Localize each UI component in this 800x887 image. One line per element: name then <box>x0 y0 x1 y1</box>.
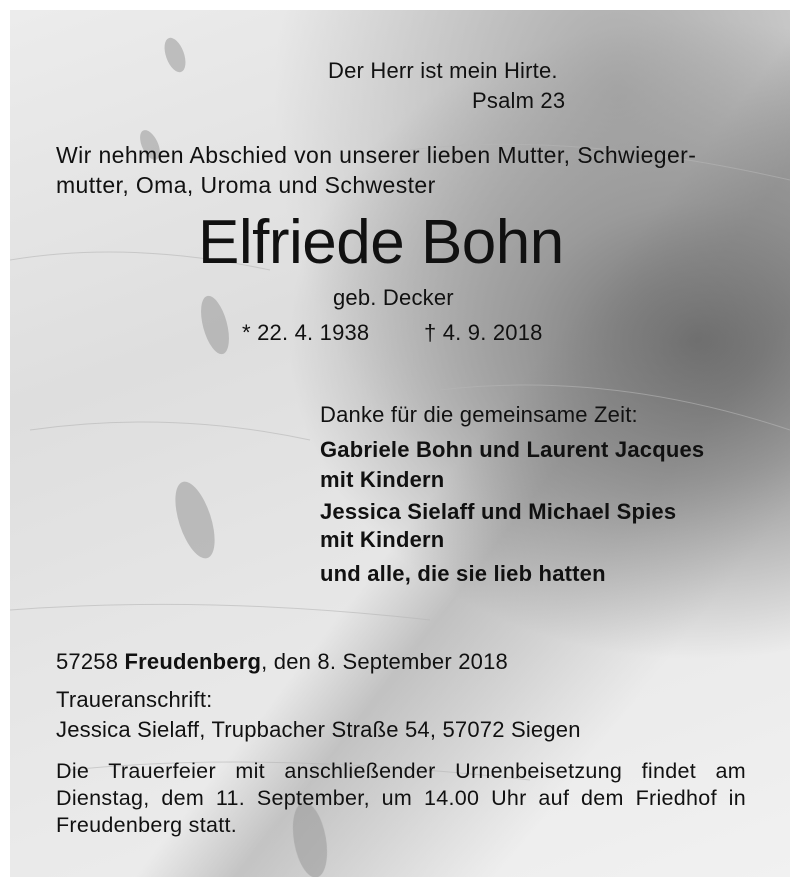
mourner-line: mit Kindern <box>320 527 445 552</box>
deceased-name: Elfriede Bohn <box>198 208 564 277</box>
place-date-line <box>56 647 508 677</box>
death-date: † 4. 9. 2018 <box>424 320 543 345</box>
address-label: Traueranschrift: <box>56 687 213 712</box>
ceremony-notice: Die Trauerfeier mit anschließender Urnenbeisetzung findet am Dienstag, dem 11. September, um 14.00 Uhr auf dem Friedhof in Freudenberg statt. <box>56 759 746 837</box>
mourner-line: Jessica Sielaff und Michael Spies <box>320 499 677 524</box>
date-text: , den 8. September 2018 <box>261 649 508 674</box>
intro-line-2: mutter, Oma, Uroma und Schwester <box>56 172 436 198</box>
zip-code: 57258 <box>56 649 119 674</box>
address-value: Jessica Sielaff, Trupbacher Straße 54, 57072 Siegen <box>56 717 581 742</box>
footprint-mark <box>196 293 235 357</box>
obituary-card <box>10 10 790 877</box>
city: Freudenberg <box>124 649 262 674</box>
mourner-line: und alle, die sie lieb hatten <box>320 561 606 586</box>
maiden-name: geb. Decker <box>333 285 454 310</box>
footprint-mark <box>160 35 189 75</box>
mourner-line: Gabriele Bohn und Laurent Jacques <box>320 437 705 462</box>
thanks-line: Danke für die gemeinsame Zeit: <box>320 402 638 427</box>
mourner-line: mit Kindern <box>320 467 445 492</box>
psalm-quote: Der Herr ist mein Hirte. <box>328 58 558 83</box>
footprint-mark <box>167 477 222 563</box>
intro-line-1: Wir nehmen Abschied von unserer lieben Mutter, Schwieger- <box>56 142 697 168</box>
birth-date: * 22. 4. 1938 <box>242 320 370 345</box>
psalm-source: Psalm 23 <box>472 88 566 113</box>
